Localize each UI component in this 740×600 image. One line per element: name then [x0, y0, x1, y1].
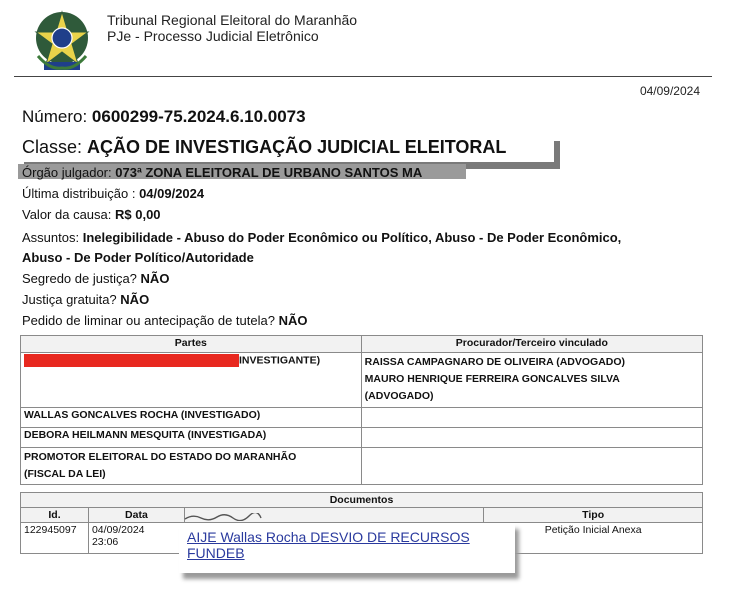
attorney-cell: [361, 428, 702, 448]
case-value: [22, 206, 161, 223]
attorney-cell: [361, 353, 702, 408]
process-number: [22, 107, 306, 127]
secrecy-value: NÃO: [140, 271, 170, 286]
orgao-label: Órgão julgador:: [22, 165, 112, 180]
party-name: DEBORA HEILMANN MESQUITA (INVESTIGADA): [21, 428, 362, 448]
document-date: 04/09/2024: [639, 84, 700, 98]
judging-body: [22, 165, 422, 180]
party-cell: [21, 353, 362, 408]
distribution-value: 04/09/2024: [139, 186, 205, 201]
id-header: Id.: [21, 508, 89, 523]
process-number-value: 0600299-75.2024.6.10.0073: [91, 107, 306, 126]
party-cell: [21, 448, 362, 485]
doc-date: [88, 523, 184, 554]
free-justice-value: NÃO: [120, 292, 150, 307]
subjects: [22, 229, 621, 246]
table-row: [21, 448, 703, 485]
obscured-header-scribble: [183, 513, 263, 521]
party-role: (FISCAL DA LEI): [24, 468, 106, 480]
party-name: WALLAS GONCALVES ROCHA (INVESTIGADO): [21, 408, 362, 428]
doc-date-day: 04/09/2024: [91, 524, 145, 536]
attorney-role: (ADVOGADO): [364, 390, 434, 402]
injunction-value: NÃO: [278, 313, 308, 328]
subjects-label: Assuntos:: [22, 230, 80, 245]
date-header: Data: [88, 508, 184, 523]
attorney-header: Procurador/Terceiro vinculado: [361, 336, 702, 353]
class-label: Classe:: [22, 137, 83, 157]
system-name: PJe - Processo Judicial Eletrônico: [107, 28, 319, 44]
subjects-line2: Abuso - De Poder Político/Autoridade: [22, 250, 254, 265]
case-value-amount: R$ 0,00: [115, 207, 161, 222]
attorney-cell: [361, 448, 702, 485]
attorney-name: RAISSA CAMPAGNARO DE OLIVEIRA (ADVOGADO): [364, 356, 626, 368]
header-divider: [14, 76, 712, 77]
party-name: PROMOTOR ELEITORAL DO ESTADO DO MARANHÃO: [24, 451, 297, 463]
process-class: [22, 137, 506, 158]
court-name: Tribunal Regional Eleitoral do Maranhão: [107, 12, 358, 28]
case-value-label: Valor da causa:: [22, 207, 112, 222]
doc-date-time: 23:06: [91, 536, 119, 548]
subjects-continued: [22, 249, 254, 266]
type-header: Tipo: [484, 508, 703, 523]
injunction-request: [22, 312, 307, 329]
secrecy-label: Segredo de justiça?: [22, 271, 137, 286]
orgao-value: 073ª ZONA ELEITORAL DE URBANO SANTOS MA: [115, 165, 423, 180]
parties-header: Partes: [21, 336, 362, 353]
brazil-coat-of-arms-logo: [30, 8, 94, 74]
distribution-label: Última distribuição :: [22, 186, 136, 201]
party-name: INVESTIGANTE): [239, 354, 321, 367]
parties-table: [20, 335, 703, 485]
last-distribution: [22, 185, 204, 202]
table-row: [21, 353, 703, 408]
attorney-name: MAURO HENRIQUE FERREIRA GONCALVES SILVA: [364, 373, 620, 385]
redaction-bar: [24, 354, 239, 367]
subjects-line1: Inelegibilidade - Abuso do Poder Econômico ou Político, Abuso - De Poder Econômico,: [82, 230, 622, 245]
attorney-cell: [361, 408, 702, 428]
table-row: [21, 428, 703, 448]
documents-title: Documentos: [21, 493, 703, 508]
injunction-label: Pedido de liminar ou antecipação de tutela?: [22, 313, 275, 328]
secrecy: [22, 270, 169, 287]
free-justice-label: Justiça gratuita?: [22, 292, 117, 307]
process-number-label: Número:: [22, 107, 88, 126]
table-row: [21, 408, 703, 428]
document-title-line: FUNDEB: [187, 545, 245, 561]
doc-type: Petição Inicial Anexa: [484, 523, 703, 554]
doc-id: 122945097: [21, 523, 89, 554]
free-justice: [22, 291, 149, 308]
class-value: AÇÃO DE INVESTIGAÇÃO JUDICIAL ELEITORAL: [87, 137, 507, 157]
document-title-link[interactable]: [187, 529, 470, 561]
document-title-line: AIJE Wallas Rocha DESVIO DE RECURSOS: [187, 529, 470, 545]
